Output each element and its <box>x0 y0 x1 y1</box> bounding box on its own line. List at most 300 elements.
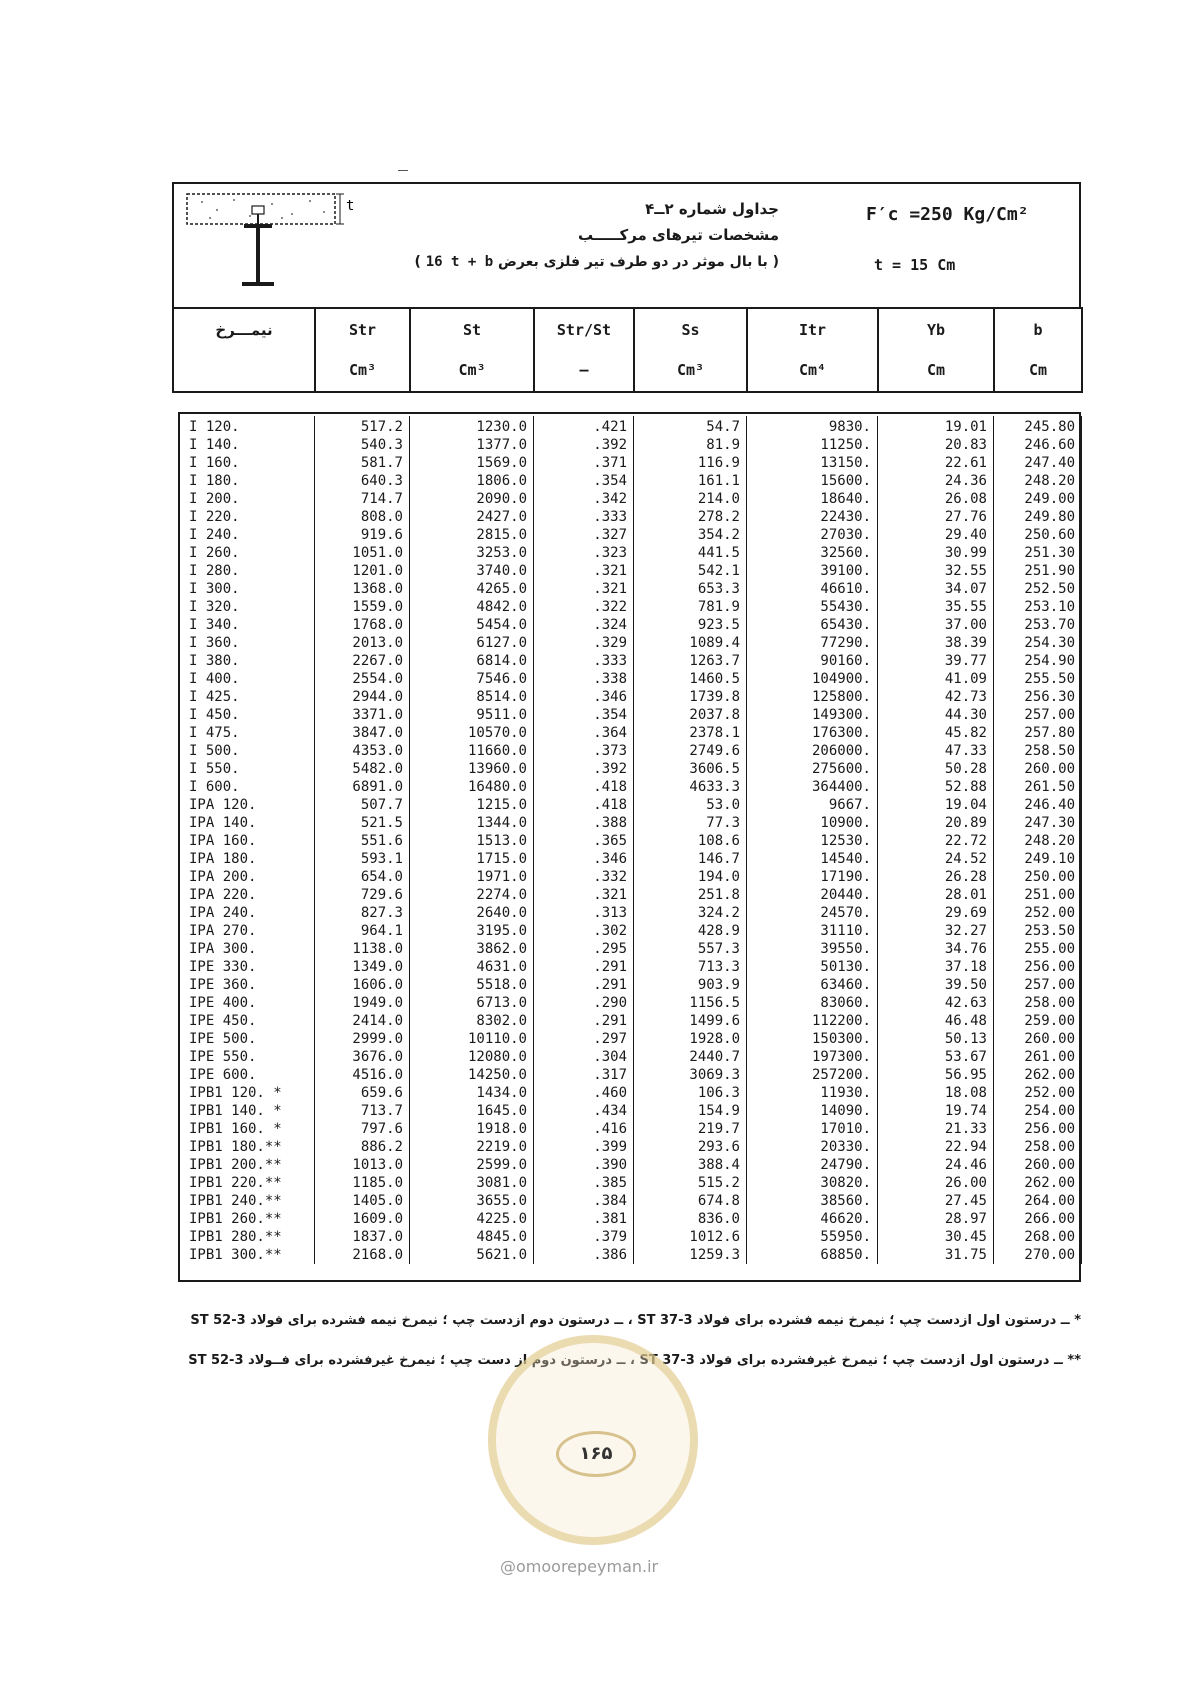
profile-cell: I 120. <box>179 416 315 436</box>
profile-cell: I 600. <box>179 778 315 796</box>
value-cell: 1051.0 <box>315 544 410 562</box>
value-cell: 77290. <box>747 634 878 652</box>
header-st: St Cm³ <box>410 308 534 392</box>
value-cell: 3740.0 <box>410 562 534 580</box>
value-cell: 52.88 <box>878 778 994 796</box>
table-row <box>179 922 1082 940</box>
value-cell: 7546.0 <box>410 670 534 688</box>
value-cell: 56.95 <box>878 1066 994 1084</box>
table-row <box>179 634 1082 652</box>
value-cell: 1012.6 <box>634 1228 747 1246</box>
value-cell: .354 <box>534 472 634 490</box>
profile-cell: I 450. <box>179 706 315 724</box>
value-cell: 1156.5 <box>634 994 747 1012</box>
profile-cell: IPA 270. <box>179 922 315 940</box>
table-row <box>179 1066 1082 1084</box>
value-cell: 259.00 <box>994 1012 1082 1030</box>
table-number-title: جداول شماره ۲ــ۴ <box>645 200 779 218</box>
value-cell: 104900. <box>747 670 878 688</box>
value-cell: 1971.0 <box>410 868 534 886</box>
value-cell: 5621.0 <box>410 1246 534 1264</box>
value-cell: .418 <box>534 796 634 814</box>
value-cell: .364 <box>534 724 634 742</box>
value-cell: 31.75 <box>878 1246 994 1264</box>
value-cell: 713.3 <box>634 958 747 976</box>
value-cell: 13960.0 <box>410 760 534 778</box>
value-cell: 3862.0 <box>410 940 534 958</box>
value-cell: 9667. <box>747 796 878 814</box>
value-cell: 106.3 <box>634 1084 747 1102</box>
value-cell: 251.8 <box>634 886 747 904</box>
value-cell: 1377.0 <box>410 436 534 454</box>
value-cell: 12080.0 <box>410 1048 534 1066</box>
profile-cell: I 260. <box>179 544 315 562</box>
value-cell: .373 <box>534 742 634 760</box>
table-row <box>179 1138 1082 1156</box>
profile-cell: IPA 140. <box>179 814 315 832</box>
value-cell: 24570. <box>747 904 878 922</box>
value-cell: 557.3 <box>634 940 747 958</box>
table-row <box>179 850 1082 868</box>
composite-beam-figure <box>182 188 362 300</box>
value-cell: 919.6 <box>315 526 410 544</box>
value-cell: 22430. <box>747 508 878 526</box>
value-cell: .390 <box>534 1156 634 1174</box>
profile-cell: IPB1 120. * <box>179 1084 315 1102</box>
value-cell: 11930. <box>747 1084 878 1102</box>
value-cell: 53.67 <box>878 1048 994 1066</box>
value-cell: 252.50 <box>994 580 1082 598</box>
value-cell: 248.20 <box>994 472 1082 490</box>
value-cell: 781.9 <box>634 598 747 616</box>
profile-cell: IPE 600. <box>179 1066 315 1084</box>
value-cell: 55430. <box>747 598 878 616</box>
value-cell: 1499.6 <box>634 1012 747 1030</box>
table-row <box>179 868 1082 886</box>
table-row <box>179 416 1082 436</box>
column-header-table <box>172 307 1083 393</box>
value-cell: 1434.0 <box>410 1084 534 1102</box>
value-cell: 713.7 <box>315 1102 410 1120</box>
value-cell: .342 <box>534 490 634 508</box>
value-cell: 194.0 <box>634 868 747 886</box>
value-cell: 542.1 <box>634 562 747 580</box>
value-cell: 219.7 <box>634 1120 747 1138</box>
value-cell: .399 <box>534 1138 634 1156</box>
value-cell: 253.50 <box>994 922 1082 940</box>
profile-cell: I 140. <box>179 436 315 454</box>
profile-cell: IPE 550. <box>179 1048 315 1066</box>
value-cell: 255.00 <box>994 940 1082 958</box>
value-cell: 254.30 <box>994 634 1082 652</box>
value-cell: .317 <box>534 1066 634 1084</box>
value-cell: 14540. <box>747 850 878 868</box>
value-cell: 1259.3 <box>634 1246 747 1264</box>
value-cell: 5482.0 <box>315 760 410 778</box>
profile-cell: IPA 160. <box>179 832 315 850</box>
profile-cell: I 380. <box>179 652 315 670</box>
profile-cell: I 400. <box>179 670 315 688</box>
value-cell: 13150. <box>747 454 878 472</box>
value-cell: 12530. <box>747 832 878 850</box>
value-cell: .434 <box>534 1102 634 1120</box>
table-row <box>179 1120 1082 1138</box>
value-cell: 83060. <box>747 994 878 1012</box>
value-cell: 551.6 <box>315 832 410 850</box>
value-cell: 54.7 <box>634 416 747 436</box>
value-cell: 30.45 <box>878 1228 994 1246</box>
value-cell: 11660.0 <box>410 742 534 760</box>
value-cell: .291 <box>534 1012 634 1030</box>
table-row <box>179 778 1082 796</box>
value-cell: 4353.0 <box>315 742 410 760</box>
value-cell: .381 <box>534 1210 634 1228</box>
value-cell: 17190. <box>747 868 878 886</box>
value-cell: 260.00 <box>994 1030 1082 1048</box>
table-row <box>179 598 1082 616</box>
table-row <box>179 886 1082 904</box>
value-cell: 729.6 <box>315 886 410 904</box>
value-cell: 275600. <box>747 760 878 778</box>
profile-cell: IPE 400. <box>179 994 315 1012</box>
page-number: ۱۶۵ <box>556 1431 636 1477</box>
value-cell: 1230.0 <box>410 416 534 436</box>
value-cell: 266.00 <box>994 1210 1082 1228</box>
table-row <box>179 526 1082 544</box>
value-cell: 4633.3 <box>634 778 747 796</box>
value-cell: 20.89 <box>878 814 994 832</box>
table-row <box>179 1156 1082 1174</box>
value-cell: 254.90 <box>994 652 1082 670</box>
value-cell: 1806.0 <box>410 472 534 490</box>
value-cell: 256.30 <box>994 688 1082 706</box>
value-cell: 1460.5 <box>634 670 747 688</box>
value-cell: 1949.0 <box>315 994 410 1012</box>
value-cell: 3081.0 <box>410 1174 534 1192</box>
value-cell: 261.50 <box>994 778 1082 796</box>
value-cell: 31110. <box>747 922 878 940</box>
value-cell: 388.4 <box>634 1156 747 1174</box>
profile-cell: IPE 450. <box>179 1012 315 1030</box>
value-cell: 108.6 <box>634 832 747 850</box>
value-cell: .333 <box>534 508 634 526</box>
publisher-seal <box>488 1335 698 1545</box>
value-cell: 112200. <box>747 1012 878 1030</box>
value-cell: 46.48 <box>878 1012 994 1030</box>
value-cell: 260.00 <box>994 1156 1082 1174</box>
value-cell: 249.10 <box>994 850 1082 868</box>
table-row <box>179 976 1082 994</box>
thickness-label: t <box>346 198 355 214</box>
value-cell: 2999.0 <box>315 1030 410 1048</box>
value-cell: 39550. <box>747 940 878 958</box>
value-cell: 1201.0 <box>315 562 410 580</box>
value-cell: 2440.7 <box>634 1048 747 1066</box>
value-cell: 324.2 <box>634 904 747 922</box>
value-cell: 6814.0 <box>410 652 534 670</box>
table-row <box>179 1012 1082 1030</box>
value-cell: 18.08 <box>878 1084 994 1102</box>
value-cell: .416 <box>534 1120 634 1138</box>
profile-cell: I 425. <box>179 688 315 706</box>
value-cell: 50.13 <box>878 1030 994 1048</box>
value-cell: 6127.0 <box>410 634 534 652</box>
value-cell: 836.0 <box>634 1210 747 1228</box>
value-cell: 581.7 <box>315 454 410 472</box>
value-cell: 254.00 <box>994 1102 1082 1120</box>
value-cell: 19.01 <box>878 416 994 436</box>
value-cell: .333 <box>534 652 634 670</box>
value-cell: 1185.0 <box>315 1174 410 1192</box>
value-cell: 19.74 <box>878 1102 994 1120</box>
value-cell: 46620. <box>747 1210 878 1228</box>
value-cell: 2274.0 <box>410 886 534 904</box>
table-row <box>179 724 1082 742</box>
value-cell: 32.55 <box>878 562 994 580</box>
profile-cell: I 240. <box>179 526 315 544</box>
value-cell: 653.3 <box>634 580 747 598</box>
value-cell: 2427.0 <box>410 508 534 526</box>
table-row <box>179 760 1082 778</box>
value-cell: .321 <box>534 562 634 580</box>
value-cell: 14250.0 <box>410 1066 534 1084</box>
value-cell: 1559.0 <box>315 598 410 616</box>
profile-cell: IPB1 180.** <box>179 1138 315 1156</box>
value-cell: 257.00 <box>994 976 1082 994</box>
table-row <box>179 994 1082 1012</box>
value-cell: 34.76 <box>878 940 994 958</box>
value-cell: .386 <box>534 1246 634 1264</box>
profile-cell: IPB1 280.** <box>179 1228 315 1246</box>
header-b: b Cm <box>994 308 1082 392</box>
value-cell: 10570.0 <box>410 724 534 742</box>
value-cell: 53.0 <box>634 796 747 814</box>
value-cell: 3655.0 <box>410 1192 534 1210</box>
value-cell: 507.7 <box>315 796 410 814</box>
value-cell: 28.01 <box>878 886 994 904</box>
header-itr: Itr Cm⁴ <box>747 308 878 392</box>
value-cell: 63460. <box>747 976 878 994</box>
table-row <box>179 544 1082 562</box>
value-cell: .388 <box>534 814 634 832</box>
value-cell: 22.61 <box>878 454 994 472</box>
value-cell: 16480.0 <box>410 778 534 796</box>
value-cell: 428.9 <box>634 922 747 940</box>
value-cell: .385 <box>534 1174 634 1192</box>
value-cell: 262.00 <box>994 1066 1082 1084</box>
value-cell: 41.09 <box>878 670 994 688</box>
value-cell: .313 <box>534 904 634 922</box>
value-cell: 808.0 <box>315 508 410 526</box>
value-cell: 125800. <box>747 688 878 706</box>
value-cell: .291 <box>534 976 634 994</box>
value-cell: 81.9 <box>634 436 747 454</box>
table-row <box>179 436 1082 454</box>
value-cell: 268.00 <box>994 1228 1082 1246</box>
table-row <box>179 1192 1082 1210</box>
value-cell: 39.77 <box>878 652 994 670</box>
value-cell: 26.00 <box>878 1174 994 1192</box>
table-row <box>179 454 1082 472</box>
footnote-single-star: * ــ درستون اول ازدست چپ ؛ نیمرخ نیمه فشرده برای فولاد ST 37-3 ، ــ درستون دوم ازدست چپ ؛ نیمرخ نیمه فشرده برای فولاد ST 52-3 <box>190 1313 1081 1328</box>
value-cell: 1138.0 <box>315 940 410 958</box>
value-cell: 257200. <box>747 1066 878 1084</box>
value-cell: 1405.0 <box>315 1192 410 1210</box>
value-cell: 19.04 <box>878 796 994 814</box>
value-cell: 2815.0 <box>410 526 534 544</box>
value-cell: 9830. <box>747 416 878 436</box>
table-row <box>179 670 1082 688</box>
value-cell: 3371.0 <box>315 706 410 724</box>
value-cell: 3069.3 <box>634 1066 747 1084</box>
value-cell: .384 <box>534 1192 634 1210</box>
value-cell: 17010. <box>747 1120 878 1138</box>
table-row <box>179 1084 1082 1102</box>
value-cell: 197300. <box>747 1048 878 1066</box>
value-cell: 50130. <box>747 958 878 976</box>
value-cell: .321 <box>534 580 634 598</box>
value-cell: 2944.0 <box>315 688 410 706</box>
value-cell: 149300. <box>747 706 878 724</box>
concrete-strength: F′c =250 Kg/Cm² <box>866 204 1029 225</box>
table-row <box>179 904 1082 922</box>
value-cell: 257.80 <box>994 724 1082 742</box>
value-cell: 1715.0 <box>410 850 534 868</box>
value-cell: 44.30 <box>878 706 994 724</box>
value-cell: 2168.0 <box>315 1246 410 1264</box>
profile-cell: IPA 120. <box>179 796 315 814</box>
value-cell: 150300. <box>747 1030 878 1048</box>
table-row <box>179 796 1082 814</box>
value-cell: 248.20 <box>994 832 1082 850</box>
value-cell: 176300. <box>747 724 878 742</box>
value-cell: .346 <box>534 850 634 868</box>
value-cell: 39100. <box>747 562 878 580</box>
value-cell: 1089.4 <box>634 634 747 652</box>
value-cell: 3253.0 <box>410 544 534 562</box>
table-row <box>179 1246 1082 1264</box>
value-cell: 1928.0 <box>634 1030 747 1048</box>
profile-cell: I 280. <box>179 562 315 580</box>
value-cell: 1606.0 <box>315 976 410 994</box>
flange-width-note: ( با بال موثر در دو طرف تیر فلزی بعرض <box>498 254 779 270</box>
value-cell: 659.6 <box>315 1084 410 1102</box>
value-cell: .295 <box>534 940 634 958</box>
value-cell: 2037.8 <box>634 706 747 724</box>
value-cell: 6891.0 <box>315 778 410 796</box>
value-cell: 15600. <box>747 472 878 490</box>
value-cell: 250.60 <box>994 526 1082 544</box>
value-cell: 206000. <box>747 742 878 760</box>
table-row <box>179 1048 1082 1066</box>
value-cell: 2599.0 <box>410 1156 534 1174</box>
table-row <box>179 508 1082 526</box>
value-cell: 4631.0 <box>410 958 534 976</box>
table-row <box>179 580 1082 598</box>
profile-cell: IPB1 260.** <box>179 1210 315 1228</box>
value-cell: 264.00 <box>994 1192 1082 1210</box>
value-cell: 441.5 <box>634 544 747 562</box>
table-row <box>179 652 1082 670</box>
table-row <box>179 1210 1082 1228</box>
value-cell: 37.00 <box>878 616 994 634</box>
value-cell: 24790. <box>747 1156 878 1174</box>
value-cell: 2090.0 <box>410 490 534 508</box>
table-row <box>179 706 1082 724</box>
page-mark <box>398 170 408 171</box>
value-cell: 1368.0 <box>315 580 410 598</box>
value-cell: 256.00 <box>994 1120 1082 1138</box>
value-cell: 20440. <box>747 886 878 904</box>
value-cell: 2414.0 <box>315 1012 410 1030</box>
value-cell: 50.28 <box>878 760 994 778</box>
value-cell: 4516.0 <box>315 1066 410 1084</box>
table-row <box>179 490 1082 508</box>
value-cell: 77.3 <box>634 814 747 832</box>
profile-cell: IPA 180. <box>179 850 315 868</box>
table-note-title: ( با بال موثر در دو طرف تیر فلزی بعرض 16 t + b ) <box>414 254 779 270</box>
table-title-box <box>172 182 1081 307</box>
value-cell: 1739.8 <box>634 688 747 706</box>
value-cell: 42.73 <box>878 688 994 706</box>
value-cell: 4225.0 <box>410 1210 534 1228</box>
value-cell: .365 <box>534 832 634 850</box>
value-cell: .321 <box>534 886 634 904</box>
table-row <box>179 1228 1082 1246</box>
profile-cell: IPB1 240.** <box>179 1192 315 1210</box>
value-cell: 27.45 <box>878 1192 994 1210</box>
profile-cell: I 500. <box>179 742 315 760</box>
profile-cell: IPE 330. <box>179 958 315 976</box>
value-cell: 146.7 <box>634 850 747 868</box>
footnote-double-star: ** ــ درستون اول ازدست چپ ؛ نیمرخ غیرفشرده برای فولاد ST 37-3 ، ــ درستون دوم از دست چپ ؛ نیمرخ غیرفشرده برای فــولاد ST 52-3 <box>188 1353 1081 1368</box>
profile-cell: IPB1 220.** <box>179 1174 315 1192</box>
value-cell: .304 <box>534 1048 634 1066</box>
value-cell: 364400. <box>747 778 878 796</box>
profile-cell: I 550. <box>179 760 315 778</box>
value-cell: 28.97 <box>878 1210 994 1228</box>
table-row <box>179 688 1082 706</box>
profile-cell: IPA 240. <box>179 904 315 922</box>
value-cell: .290 <box>534 994 634 1012</box>
value-cell: 27030. <box>747 526 878 544</box>
table-row <box>179 814 1082 832</box>
table-row <box>179 616 1082 634</box>
value-cell: 65430. <box>747 616 878 634</box>
profile-cell: I 220. <box>179 508 315 526</box>
table-row <box>179 940 1082 958</box>
value-cell: .379 <box>534 1228 634 1246</box>
value-cell: 1013.0 <box>315 1156 410 1174</box>
value-cell: 2267.0 <box>315 652 410 670</box>
value-cell: 964.1 <box>315 922 410 940</box>
value-cell: 154.9 <box>634 1102 747 1120</box>
header-str: Str Cm³ <box>315 308 410 392</box>
profile-cell: IPE 500. <box>179 1030 315 1048</box>
value-cell: 1609.0 <box>315 1210 410 1228</box>
value-cell: .332 <box>534 868 634 886</box>
value-cell: 10900. <box>747 814 878 832</box>
value-cell: 2640.0 <box>410 904 534 922</box>
value-cell: 1344.0 <box>410 814 534 832</box>
value-cell: 14090. <box>747 1102 878 1120</box>
watermark: @omoorepeyman.ir <box>500 1557 659 1576</box>
value-cell: 258.00 <box>994 994 1082 1012</box>
table-row <box>179 832 1082 850</box>
value-cell: 797.6 <box>315 1120 410 1138</box>
value-cell: 5518.0 <box>410 976 534 994</box>
value-cell: .346 <box>534 688 634 706</box>
